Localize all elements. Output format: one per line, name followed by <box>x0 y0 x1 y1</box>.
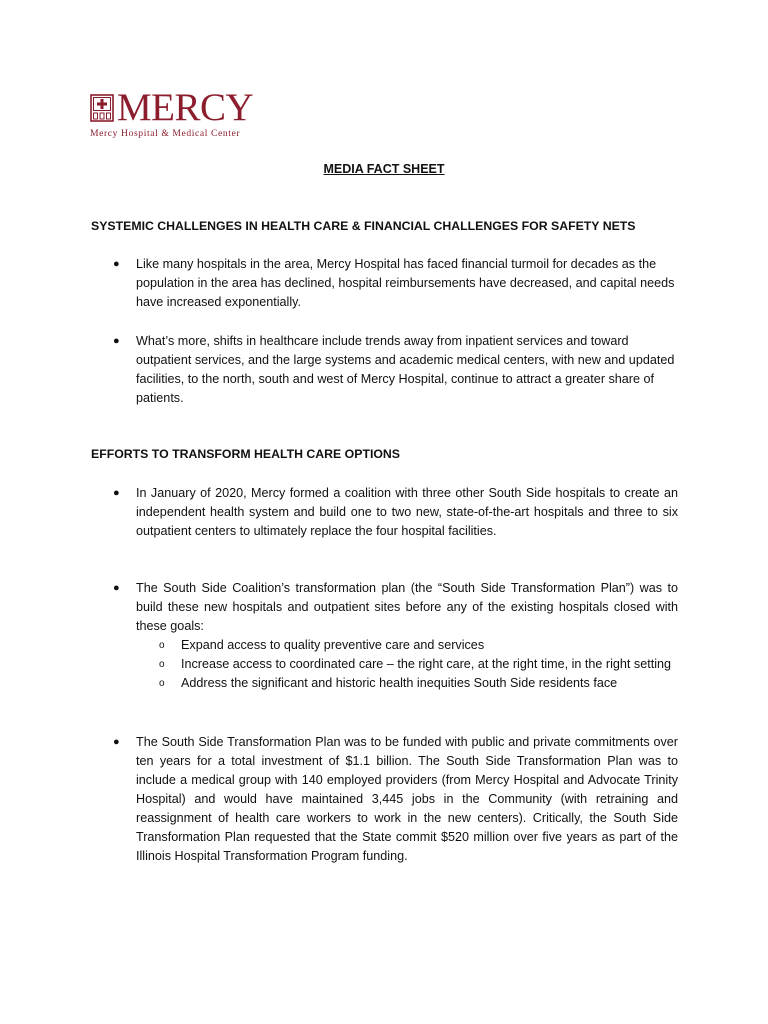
sub-bullet-text: Expand access to quality preventive care and services <box>181 638 485 652</box>
bullet-item <box>113 255 678 312</box>
bullet-item <box>113 733 678 866</box>
bullet-text: Like many hospitals in the area, Mercy Hospital has faced financial turmoil for decades as the population in the area has declined, hospital reimbursements have decreased, and capital needs have increased exponentially. <box>136 257 675 309</box>
bullet-icon: ● <box>113 736 120 748</box>
bullet-icon: ● <box>113 335 120 347</box>
mercy-logo <box>90 86 270 144</box>
page-title: MEDIA FACT SHEET <box>323 162 445 176</box>
circle-bullet-icon: o <box>159 678 165 689</box>
circle-bullet-icon: o <box>159 640 165 651</box>
bullet-icon: ● <box>113 487 120 499</box>
cross-seal-icon <box>90 94 114 122</box>
bullet-icon: ● <box>113 582 120 594</box>
sub-bullet-item <box>159 674 678 693</box>
sub-bullet-item <box>159 636 678 655</box>
circle-bullet-icon: o <box>159 659 165 670</box>
logo-wordmark: MERCY <box>117 86 254 129</box>
bullet-item <box>113 484 678 541</box>
logo-subtitle: Mercy Hospital & Medical Center <box>90 128 241 139</box>
sub-bullet-text: Address the significant and historic health inequities South Side residents face <box>181 676 618 690</box>
bullet-item <box>113 579 678 693</box>
section-heading-efforts: EFFORTS TO TRANSFORM HEALTH CARE OPTIONS <box>91 447 401 461</box>
bullet-item <box>113 332 678 408</box>
bullet-text: The South Side Transformation Plan was to be funded with public and private commitments over ten years for a total investment of $1.1 billion. The South Side Transformation Plan was to include a medical group with 140 employed providers (from Mercy Hospital and Advocate Trinity Hospital) and would have maintained 3,445 jobs in the Community (with retraining and reassignment of health care workers to work in the new centers). Critically, the South Side Transformation Plan requested that the State commit $520 million over five years as part of the Illinois Hospital Transformation Program funding. <box>136 735 678 863</box>
bullet-text: The South Side Coalition’s transformation plan (the “South Side Transformation Plan”) was to build these new hospitals and outpatient sites before any of the existing hospitals closed with these goals: <box>136 581 678 633</box>
section-heading-challenges: SYSTEMIC CHALLENGES IN HEALTH CARE & FINANCIAL CHALLENGES FOR SAFETY NETS <box>91 219 636 233</box>
sub-bullet-item <box>159 655 678 674</box>
bullet-icon: ● <box>113 258 120 270</box>
sub-bullet-text: Increase access to coordinated care – the right care, at the right time, in the right setting <box>181 657 672 671</box>
bullet-text: What’s more, shifts in healthcare include trends away from inpatient services and toward outpatient services, and the large systems and academic medical centers, with new and updated facilities, to the north, south and west of Mercy Hospital, continue to attract a greater share of patients. <box>136 334 675 405</box>
bullet-text: In January of 2020, Mercy formed a coalition with three other South Side hospitals to create an independent health system and build one to two new, state-of-the-art hospitals and three to six outpatient centers to ultimately replace the four hospital facilities. <box>136 486 678 538</box>
